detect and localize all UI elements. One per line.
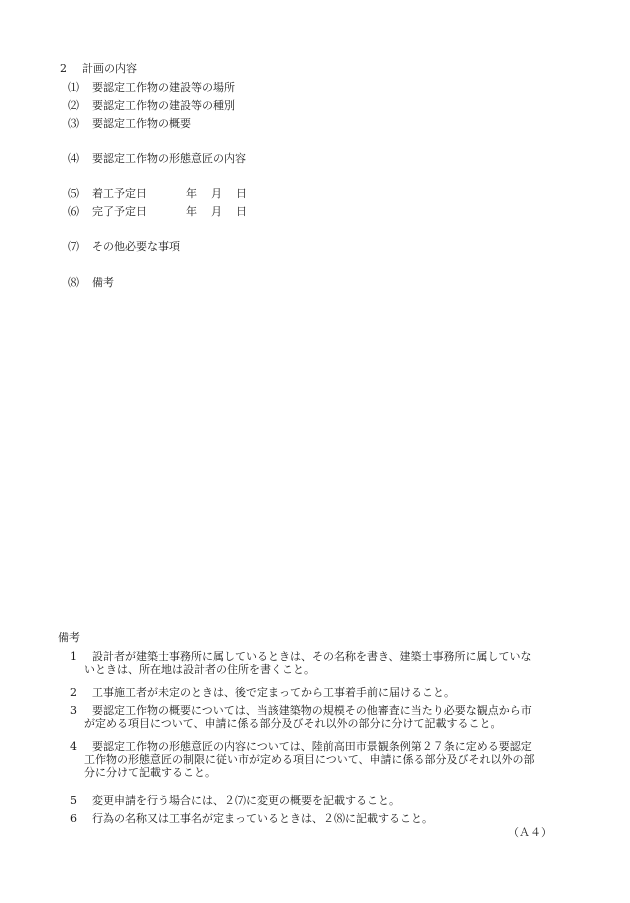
notes-heading: 備考 [58,631,80,644]
item-number: ⑵ [68,99,79,112]
note-number: 6 [70,812,77,825]
day-label: 日 [236,187,247,200]
item-overview [68,117,191,130]
note-item [70,794,570,807]
section-number: 2 [60,62,67,75]
item-number: ⑴ [68,81,79,94]
item-label: 要認定工作物の形態意匠の内容 [92,152,246,165]
note-number: 5 [70,794,77,807]
item-label: 要認定工作物の建設等の場所 [92,81,235,94]
note-number: 4 [70,740,77,753]
item-location [68,81,235,94]
item-number: ⑶ [68,117,79,130]
date-fields [186,187,247,200]
note-text: 変更申請を行う場合には、２⑺に変更の概要を記載すること。 [92,794,400,807]
note-number: 2 [70,686,77,699]
month-label: 月 [211,205,222,218]
section-heading [60,62,137,75]
note-text: 行為の名称又は工事名が定まっているときは、２⑻に記載すること。 [92,812,433,825]
note-text: 要認定工作物の形態意匠の内容については、陸前高田市景観条例第２７条に定める要認定 工作物の形態意匠の制限に従い市が定める項目について、申請に係る部分及びそれ以外の部 分に分けて記載すること。 [84,740,535,780]
note-item [70,812,570,825]
section-title: 計画の内容 [82,62,137,75]
day-label: 日 [236,205,247,218]
note-text: 要認定工作物の概要については、当該建築物の規模その他審査に当たり必要な観点から市 が定める項目について、申請に係る部分及びそれ以外の部分に分けて記載すること。 [84,704,532,731]
item-type [68,99,235,112]
date-fields [186,205,247,218]
item-number: ⑹ [68,205,79,218]
item-number: ⑸ [68,187,79,200]
item-label: その他必要な事項 [92,240,180,253]
item-number: ⑷ [68,152,79,165]
note-item [70,650,570,676]
item-number: ⑻ [68,276,79,289]
item-label: 着工予定日 [92,187,147,200]
item-label: 完了予定日 [92,205,147,218]
item-label: 要認定工作物の概要 [92,117,191,130]
month-label: 月 [211,187,222,200]
item-other [68,240,180,253]
year-label: 年 [186,187,197,200]
item-end-date [68,205,247,218]
item-label: 要認定工作物の建設等の種別 [92,99,235,112]
note-text: 工事施工者が未定のときは、後で定まってから工事着手前に届けること。 [92,686,455,699]
note-item [70,704,570,730]
item-label: 備考 [92,276,114,289]
item-start-date [68,187,247,200]
year-label: 年 [186,205,197,218]
note-text: 設計者が建築士事務所に属しているときは、その名称を書き、建築士事務所に属していな いときは、所在地は設計者の住所を書くこと。 [84,650,532,677]
note-number: 1 [70,650,77,663]
note-number: 3 [70,704,77,717]
note-item [70,740,570,780]
item-design [68,152,246,165]
note-item [70,686,570,699]
paper-size-label: （Ａ４） [508,826,552,839]
item-remarks [68,276,114,289]
item-number: ⑺ [68,240,79,253]
